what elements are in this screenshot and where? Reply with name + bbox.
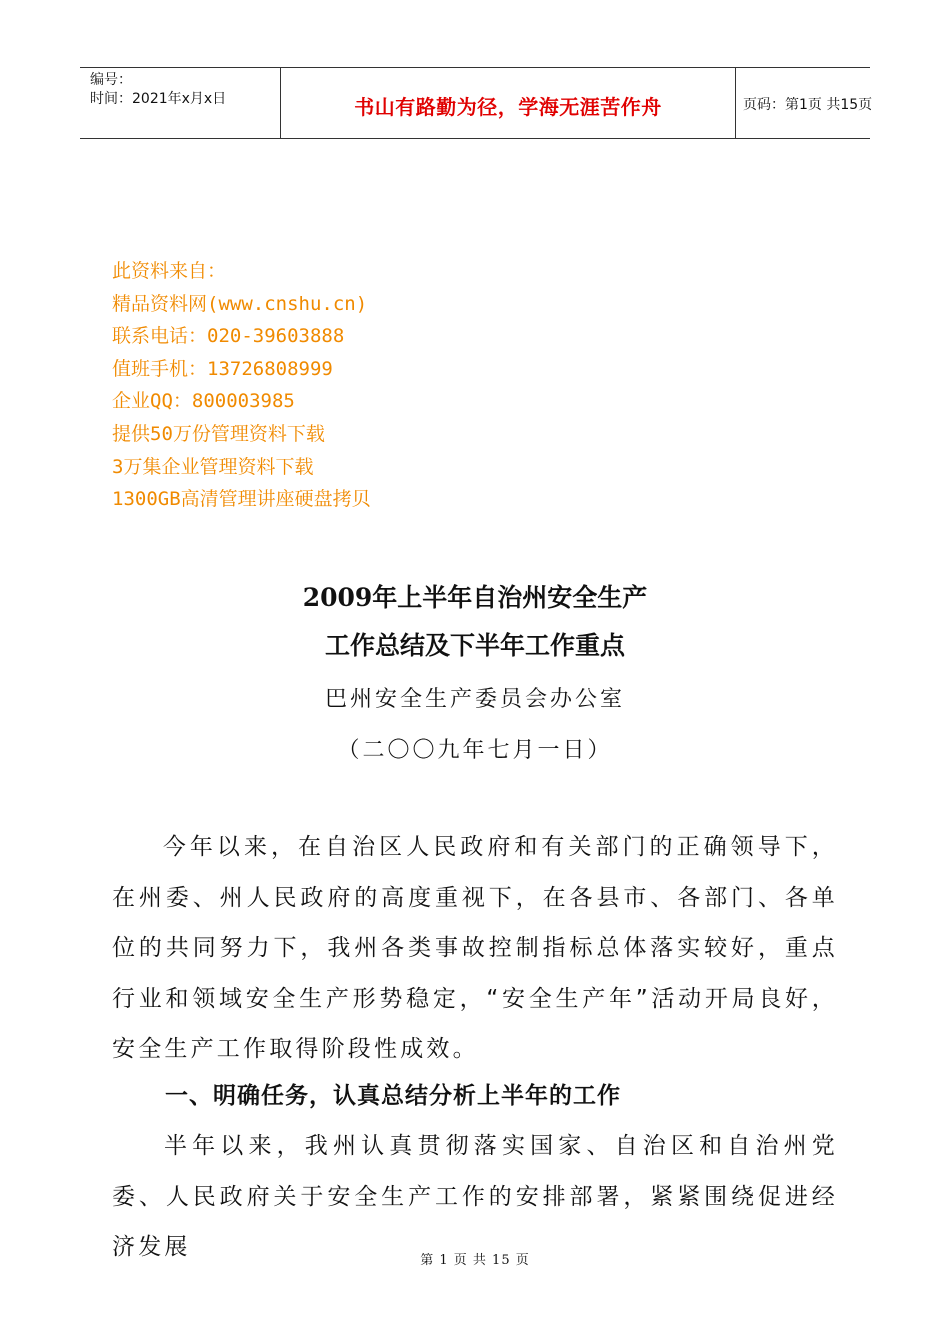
page-footer: 第 1 页 共 15 页 [420, 1253, 530, 1268]
paragraph-intro-text: 今年以来，在自治区人民政府和有关部门的正确领导下，在州委、州人民政府的高度重视下，在各县市、各部门、各单位的共同努力下，我州各类事故控制指标总体落实较好，重点行业和领域安全生产形势稳定，“安全生产年”活动开局良好，安全生产工作取得阶段性成效。 [112, 834, 838, 1062]
document-title-line1: 2009年上半年自治州安全生产 [302, 583, 648, 612]
document-issuer: 巴州安全生产委员会办公室 [324, 687, 625, 712]
time-label: 时间：2021年x月x日 [90, 91, 227, 107]
paragraph-section1-text: 半年以来，我州认真贯彻落实国家、自治区和自治州党委、人民政府关于安全生产工作的安排部署，紧紧围绕促进经济发展 [112, 1133, 838, 1260]
ad-block [112, 255, 371, 516]
ad-line: 1300GB高清管理讲座硬盘拷贝 [112, 488, 371, 511]
ad-line: 提供50万份管理资料下载 [112, 422, 325, 445]
document-date: （二〇〇九年七月一日） [337, 738, 613, 763]
paragraph-intro [112, 822, 838, 1075]
motto-text: 书山有路勤为径，学海无涯苦作舟 [354, 95, 662, 119]
ad-line: 此资料来自： [112, 260, 227, 282]
ad-line: 精品资料网(www.cnshu.cn) [112, 292, 368, 315]
ad-line: 企业QQ：800003985 [112, 390, 295, 413]
header-left-cell [80, 68, 280, 138]
header-table [80, 67, 873, 139]
ad-line: 值班手机：13726808999 [112, 357, 333, 380]
section-heading-1: 一、明确任务，认真总结分析上半年的工作 [165, 1083, 621, 1109]
ad-line: 联系电话：020-39603888 [112, 325, 345, 348]
ad-line: 3万集企业管理资料下载 [112, 455, 314, 478]
document-title-line2: 工作总结及下半年工作重点 [324, 631, 625, 660]
number-label: 编号： [90, 72, 132, 88]
header-right-cell [735, 68, 873, 138]
header-motto-cell [280, 68, 736, 138]
page-info: 页码：第1页 共15页 [743, 97, 873, 113]
